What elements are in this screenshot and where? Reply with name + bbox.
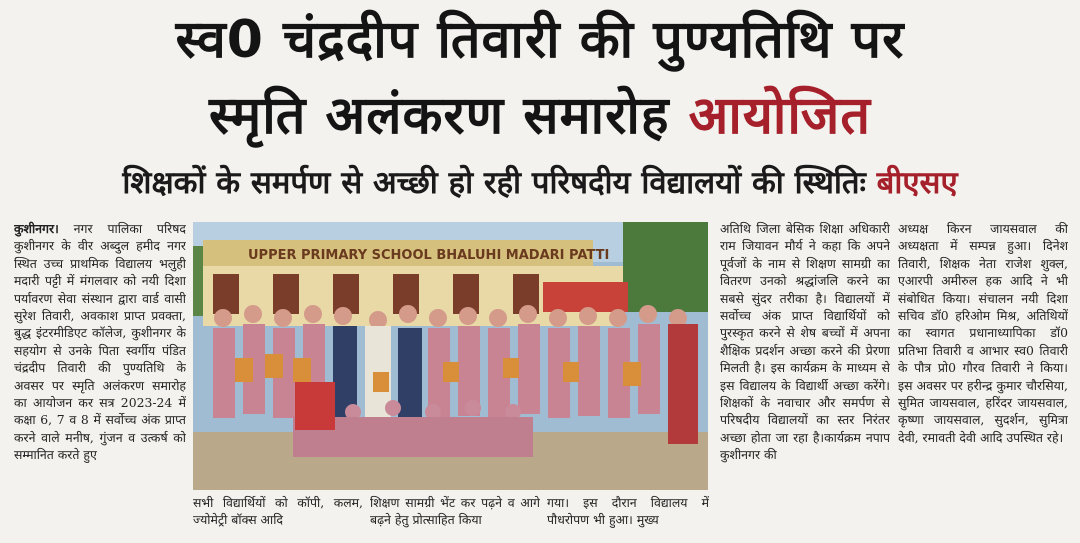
article-column-5: अतिथि जिला बेसिक शिक्षा अधिकारी राम जियावन मौर्य ने कहा कि अपने पूर्वजों के नाम से शिक्षण सामग्री का वितरण उनको श्रद्धांजलि करने का सबसे सुंदर तरीका है। विद्यालयों में सर्वोच्च अंक प्राप्त विद्यार्थियों को पुरस्कृत करने से शेष बच्चों में अपना शैक्षिक प्रदर्शन अच्छा करने की प्रेरणा मिलती है। इस कार्यक्रम के माध्यम से इस विद्यालय के विद्यार्थी अच्छा करेंगे। शिक्षकों के नवाचार और समर्पण से परिषदीय विद्यालयों का स्तर निरंतर अच्छा होता जा रहा है।कार्यक्रम नपाप कुशीनगर की — [720, 221, 890, 463]
article-column-3: शिक्षण सामग्री भेंट कर पढ़ने व आगे बढ़ने हेतु प्रोत्साहित किया — [370, 495, 540, 528]
school-sign: UPPER PRIMARY SCHOOL BHALUHI MADARI PATTI — [248, 248, 610, 263]
headline — [0, 2, 1080, 154]
article-column-6: अध्यक्ष किरन जायसवाल की अध्यक्षता में सम्पन्न हुआ। दिनेश तिवारी, शिक्षक नेता राजेश शुक्ल, एआरपी अमीरुल हक आदि ने भी संबोधित किया। संचालन नयी दिशा सचिव डॉ0 हरिओम मिश्र, अतिथियों का स्वागत प्रधानाध्यापिका डॉ0 प्रतिभा तिवारी व आभार स्व0 तिवारी के पौत्र प्रो0 गौरव तिवारी ने किया। इस अवसर पर हरीन्द्र कुमार चौरसिया, सुमित जायसवाल, हरिंदर जायसवाल, कृष्णा जायसवाल, सुदर्शन, सुमित्रा देवी, रमावती देवी आदि उपस्थित रहे। — [898, 221, 1068, 445]
article-column-1-text: नगर पालिका परिषद कुशीनगर के वीर अब्दुल हमीद नगर स्थित उच्च प्राथमिक विद्यालय भलुही मदारी पट्टी में मंगलवार को नयी दिशा पर्यावरण सेवा संस्थान द्वारा वार्ड वासी सुरेश तिवारी, अवकाश प्राप्त प्रवक्ता, बुद्ध इंटरमीडिएट कॉलेज, कुशीनगर के सहयोग से उनके पिता स्वर्गीय पंडित चंद्रदीप तिवारी की पुण्यतिथि के अवसर पर स्मृति अलंकरण समारोह का आयोजन कर सत्र 2023-24 में कक्षा 6, 7 व 8 में सर्वोच्च अंक प्राप्त करने वाले मनीष, गुंजन व उत्कर्ष को सम्मानित करते हुए — [14, 221, 186, 463]
subheadline-main: शिक्षकों के समर्पण से अच्छी हो रही परिषदीय विद्यालयों की स्थितिः — [122, 165, 866, 201]
subheadline-highlight: बीएसए — [876, 165, 958, 201]
headline-line-2-main: स्मृति अलंकरण समारोह — [208, 86, 670, 146]
group-photo-image — [193, 222, 708, 490]
news-photo — [193, 222, 708, 490]
headline-line-1: स्व0 चंद्रदीप तिवारी की पुण्यतिथि पर — [175, 10, 905, 70]
headline-line-2 — [0, 78, 1080, 154]
dateline: कुशीनगर। — [14, 221, 59, 236]
article-column-2: सभी विद्यार्थियों को कॉपी, कलम, ज्योमेट्री बॉक्स आदि — [193, 495, 363, 528]
headline-highlight: आयोजित — [688, 86, 872, 146]
subheadline — [0, 160, 1080, 206]
article-column-4: गया। इस दौरान विद्यालय में पौधरोपण भी हुआ। मुख्य — [547, 495, 709, 528]
article-column-1 — [14, 220, 186, 543]
